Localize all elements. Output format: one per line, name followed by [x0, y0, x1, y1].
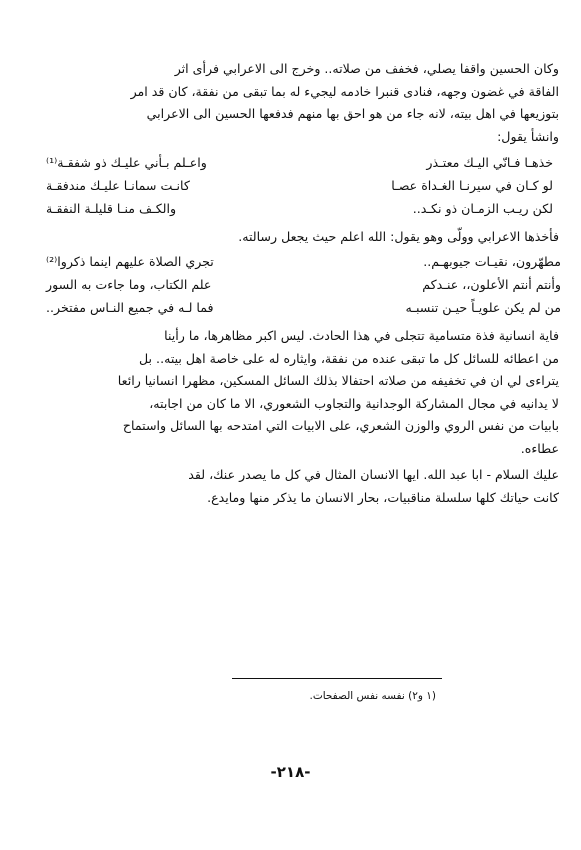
verse-first-hemistich: من لم يكن علويـاً حيـن تنسبـه [405, 300, 561, 315]
text-line: يتراءى لي ان في تخفيفه من صلاته احتفالا بذلك السائل المسكين، مظهرا انسانيا رائعا [117, 373, 559, 388]
text-line: وكان الحسين واقفا يصلي، فخفف من صلاته.. وخرج الى الاعرابي فرأى اثر [174, 61, 559, 76]
verse-line [20, 155, 561, 179]
footnote-divider [232, 678, 442, 679]
footnote: (١ و٢) نفسه نفس الصفحات. [309, 690, 436, 702]
verse-line [20, 300, 561, 324]
text-line: بتوزيعها في اهل بيته، لانه جاء من هو احق بها منهم فدفعها الحسين الى الاعرابي [146, 106, 559, 121]
verse-second-hemistich: كانـت سمانـا عليـك مندفقـة [46, 178, 190, 193]
verse-first-hemistich: خذهـا فـانّي اليـك معتـذر [426, 155, 553, 170]
text-line: الفاقة في غضون وجهه، فنادى قنبرا خادمه ليجيء له بما تبقى من نفقة، كان قد امر [130, 83, 559, 99]
verse-first-hemistich: لكن ريـب الزمـان ذو نكـد.. [412, 201, 553, 216]
verse-line [20, 201, 561, 225]
verse-second-hemistich: تجري الصلاة عليهم اينما ذكروا⁽²⁾ [46, 254, 214, 269]
text-line: فأخذها الاعرابي وولّى وهو يقول: الله اعلم حيث يجعل رسالته. [238, 229, 559, 244]
verse-first-hemistich: مطهّرون، نقيـات جيوبهـم.. [423, 254, 561, 269]
text-line: بابيات من نفس الروي والوزن الشعري، على الابيات التي امتدحه بها السائل واستماح [122, 418, 559, 433]
verse-second-hemistich: فما لـه في جميع النـاس مفتخر.. [46, 300, 214, 315]
page-number: -٢١٨- [270, 763, 311, 781]
text-line: عطاءه. [520, 440, 559, 456]
verse-first-hemistich: وأنتم أنتم الأعلون،، عنـدكم [422, 277, 561, 292]
verse-first-hemistich: لو كـان في سيرنـا الغـداة عصـا [391, 178, 553, 193]
verse-line [20, 277, 561, 301]
text-line: من اعطائه للسائل كل ما تبقى عنده من نفقة، وايثاره له على خاصة اهل بيته.. بل [139, 350, 559, 366]
verse-line [20, 178, 561, 202]
text-line: وانشأ يقول: [497, 128, 559, 144]
paragraph-intro [22, 58, 559, 148]
paragraph-salutation [22, 464, 559, 509]
text-line: كانت حياتك كلها سلسلة مناقبيات، بحار الانسان ما يذكر منها ومايدع. [207, 489, 559, 505]
text-line: لا يدانيه في مجال المشاركة الوجدانية والتجاوب الشعوري، الا ما كان من اجابته، [149, 395, 559, 411]
verse-second-hemistich: علم الكتاب، وما جاءت به السور [46, 277, 212, 292]
paragraph-reflection [22, 325, 559, 460]
verse-second-hemistich: واعـلم بـأني عليـك ذو شفقـة⁽¹⁾ [46, 155, 207, 170]
text-line: عليك السلام - ابا عبد الله. ايها الانسان المثال في كل ما يصدر عنك، لقد [188, 467, 559, 482]
verse-line [20, 254, 561, 278]
text-line: فاية انسانية فذة متسامية تتجلى في هذا الحادث. ليس اكبر مظاهرها، ما رأينا [164, 328, 559, 343]
transition-line [22, 226, 559, 249]
verse-second-hemistich: والكـف منـا قليلـة النفقـة [46, 201, 177, 216]
